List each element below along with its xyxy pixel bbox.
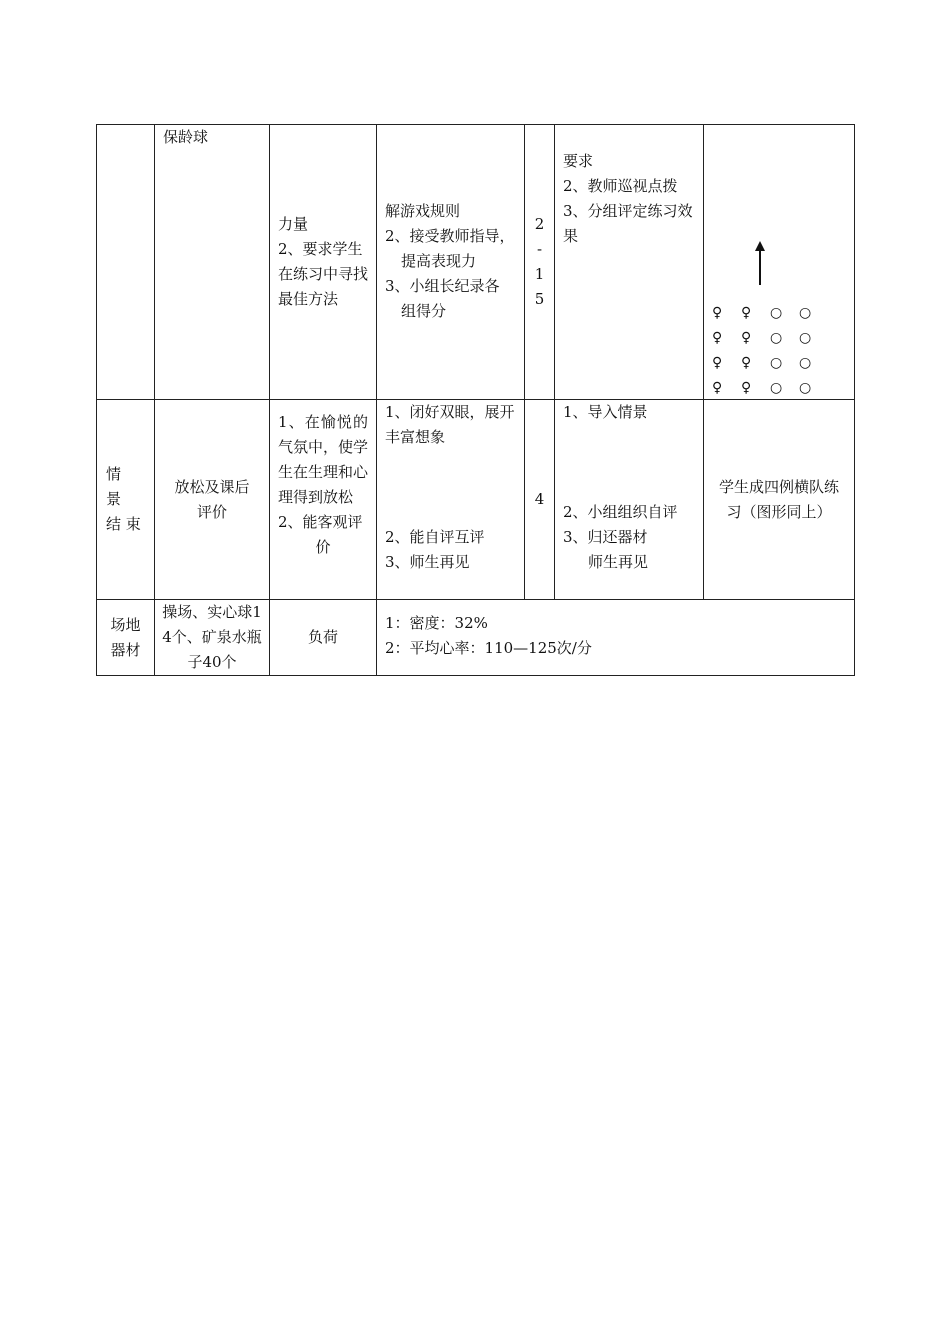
load-line: 2：平均心率：110—125次/分: [385, 639, 592, 657]
activity-line: 组得分: [401, 302, 447, 320]
table-row: [97, 600, 855, 676]
equipment-text: 操场、实心球14个、矿泉水瓶子40个: [162, 603, 262, 671]
section-line: 情: [106, 465, 122, 483]
student-activity-cell: [377, 400, 525, 600]
time-char: 2: [534, 215, 545, 233]
formation-note: 学生成四例横队练习（图形同上）: [718, 477, 839, 521]
goal-line: 价: [315, 538, 331, 556]
teacher-line: 要求: [563, 152, 594, 170]
content-cell: [155, 400, 270, 600]
female-student-icon: ♀: [741, 380, 752, 396]
female-student-icon: ♀: [741, 305, 752, 321]
load-label-cell: [270, 600, 377, 676]
activity-line: 3、小组长纪录各: [385, 277, 500, 295]
formation-diagram: [704, 125, 854, 397]
time-value: 4: [534, 490, 545, 508]
teacher-line: 师生再见: [588, 553, 649, 571]
activity-line: 2、能自评互评: [385, 528, 485, 546]
table-row: [97, 125, 855, 400]
equipment-cell: [155, 600, 270, 676]
teacher-line: 3、归还器材: [563, 528, 648, 546]
content-text: 保龄球: [163, 128, 209, 146]
goal-cell: [270, 400, 377, 600]
teacher-activity-cell: [555, 400, 704, 600]
time-cell: [525, 125, 555, 400]
teacher-line: 2、小组组织自评: [563, 503, 678, 521]
table-row: [97, 400, 855, 600]
load-line: 1：密度：32%: [385, 614, 488, 632]
goal-cell: [270, 125, 377, 400]
goal-line: 2、要求学生在练习中寻找最佳方法: [278, 240, 369, 308]
section-cell: [97, 400, 155, 600]
student-activity-cell: [377, 125, 525, 400]
time-cell: [525, 400, 555, 600]
female-student-icon: ♀: [712, 355, 723, 371]
section-line: 景: [106, 490, 122, 508]
formation-cell: [704, 400, 855, 600]
direction-arrow-icon: [759, 249, 761, 285]
goal-line: 1、在愉悦的气氛中，使学生在生理和心理得到放松: [278, 413, 369, 506]
female-student-icon: ♀: [741, 355, 752, 371]
goal-line: 力量: [278, 215, 309, 233]
formation-row: [712, 301, 828, 326]
goal-line: 2、能客观评: [278, 513, 363, 531]
activity-line: 解游戏规则: [385, 202, 461, 220]
activity-line: 1、闭好双眼，展开丰富想象: [385, 403, 515, 446]
lesson-plan-table: [96, 124, 855, 676]
content-text: 放松及课后评价: [174, 477, 250, 521]
activity-line: 2、接受教师指导，: [385, 227, 515, 245]
male-student-icon: ○: [799, 305, 812, 321]
load-values-cell: [377, 600, 855, 676]
activity-line: 提高表现力: [401, 252, 477, 270]
male-student-icon: ○: [770, 380, 783, 396]
female-student-icon: ♀: [712, 380, 723, 396]
male-student-icon: ○: [770, 305, 783, 321]
male-student-icon: ○: [799, 330, 812, 346]
male-student-icon: ○: [770, 330, 783, 346]
teacher-line: 1、导入情景: [563, 403, 648, 421]
female-student-icon: ♀: [712, 330, 723, 346]
time-char: 5: [534, 290, 545, 308]
load-label: 负荷: [307, 628, 338, 646]
activity-line: 3、师生再见: [385, 553, 470, 571]
venue-label-cell: [97, 600, 155, 676]
male-student-icon: ○: [770, 355, 783, 371]
formation-row: [712, 376, 828, 401]
content-cell: [155, 125, 270, 400]
formation-cell: [704, 125, 855, 400]
time-char: 1: [534, 265, 545, 283]
female-student-icon: ♀: [741, 330, 752, 346]
time-char: -: [536, 240, 543, 258]
teacher-activity-cell: [555, 125, 704, 400]
teacher-line: 2、教师巡视点拨: [563, 177, 678, 195]
teacher-line: 3、分组评定练习效果: [563, 202, 693, 245]
formation-row: [712, 351, 828, 376]
section-cell: [97, 125, 155, 400]
female-student-icon: ♀: [712, 305, 723, 321]
venue-label: 场地器材: [110, 615, 141, 659]
male-student-icon: ○: [799, 355, 812, 371]
male-student-icon: ○: [799, 380, 812, 396]
formation-row: [712, 326, 828, 351]
section-line: 结 束: [106, 515, 141, 533]
